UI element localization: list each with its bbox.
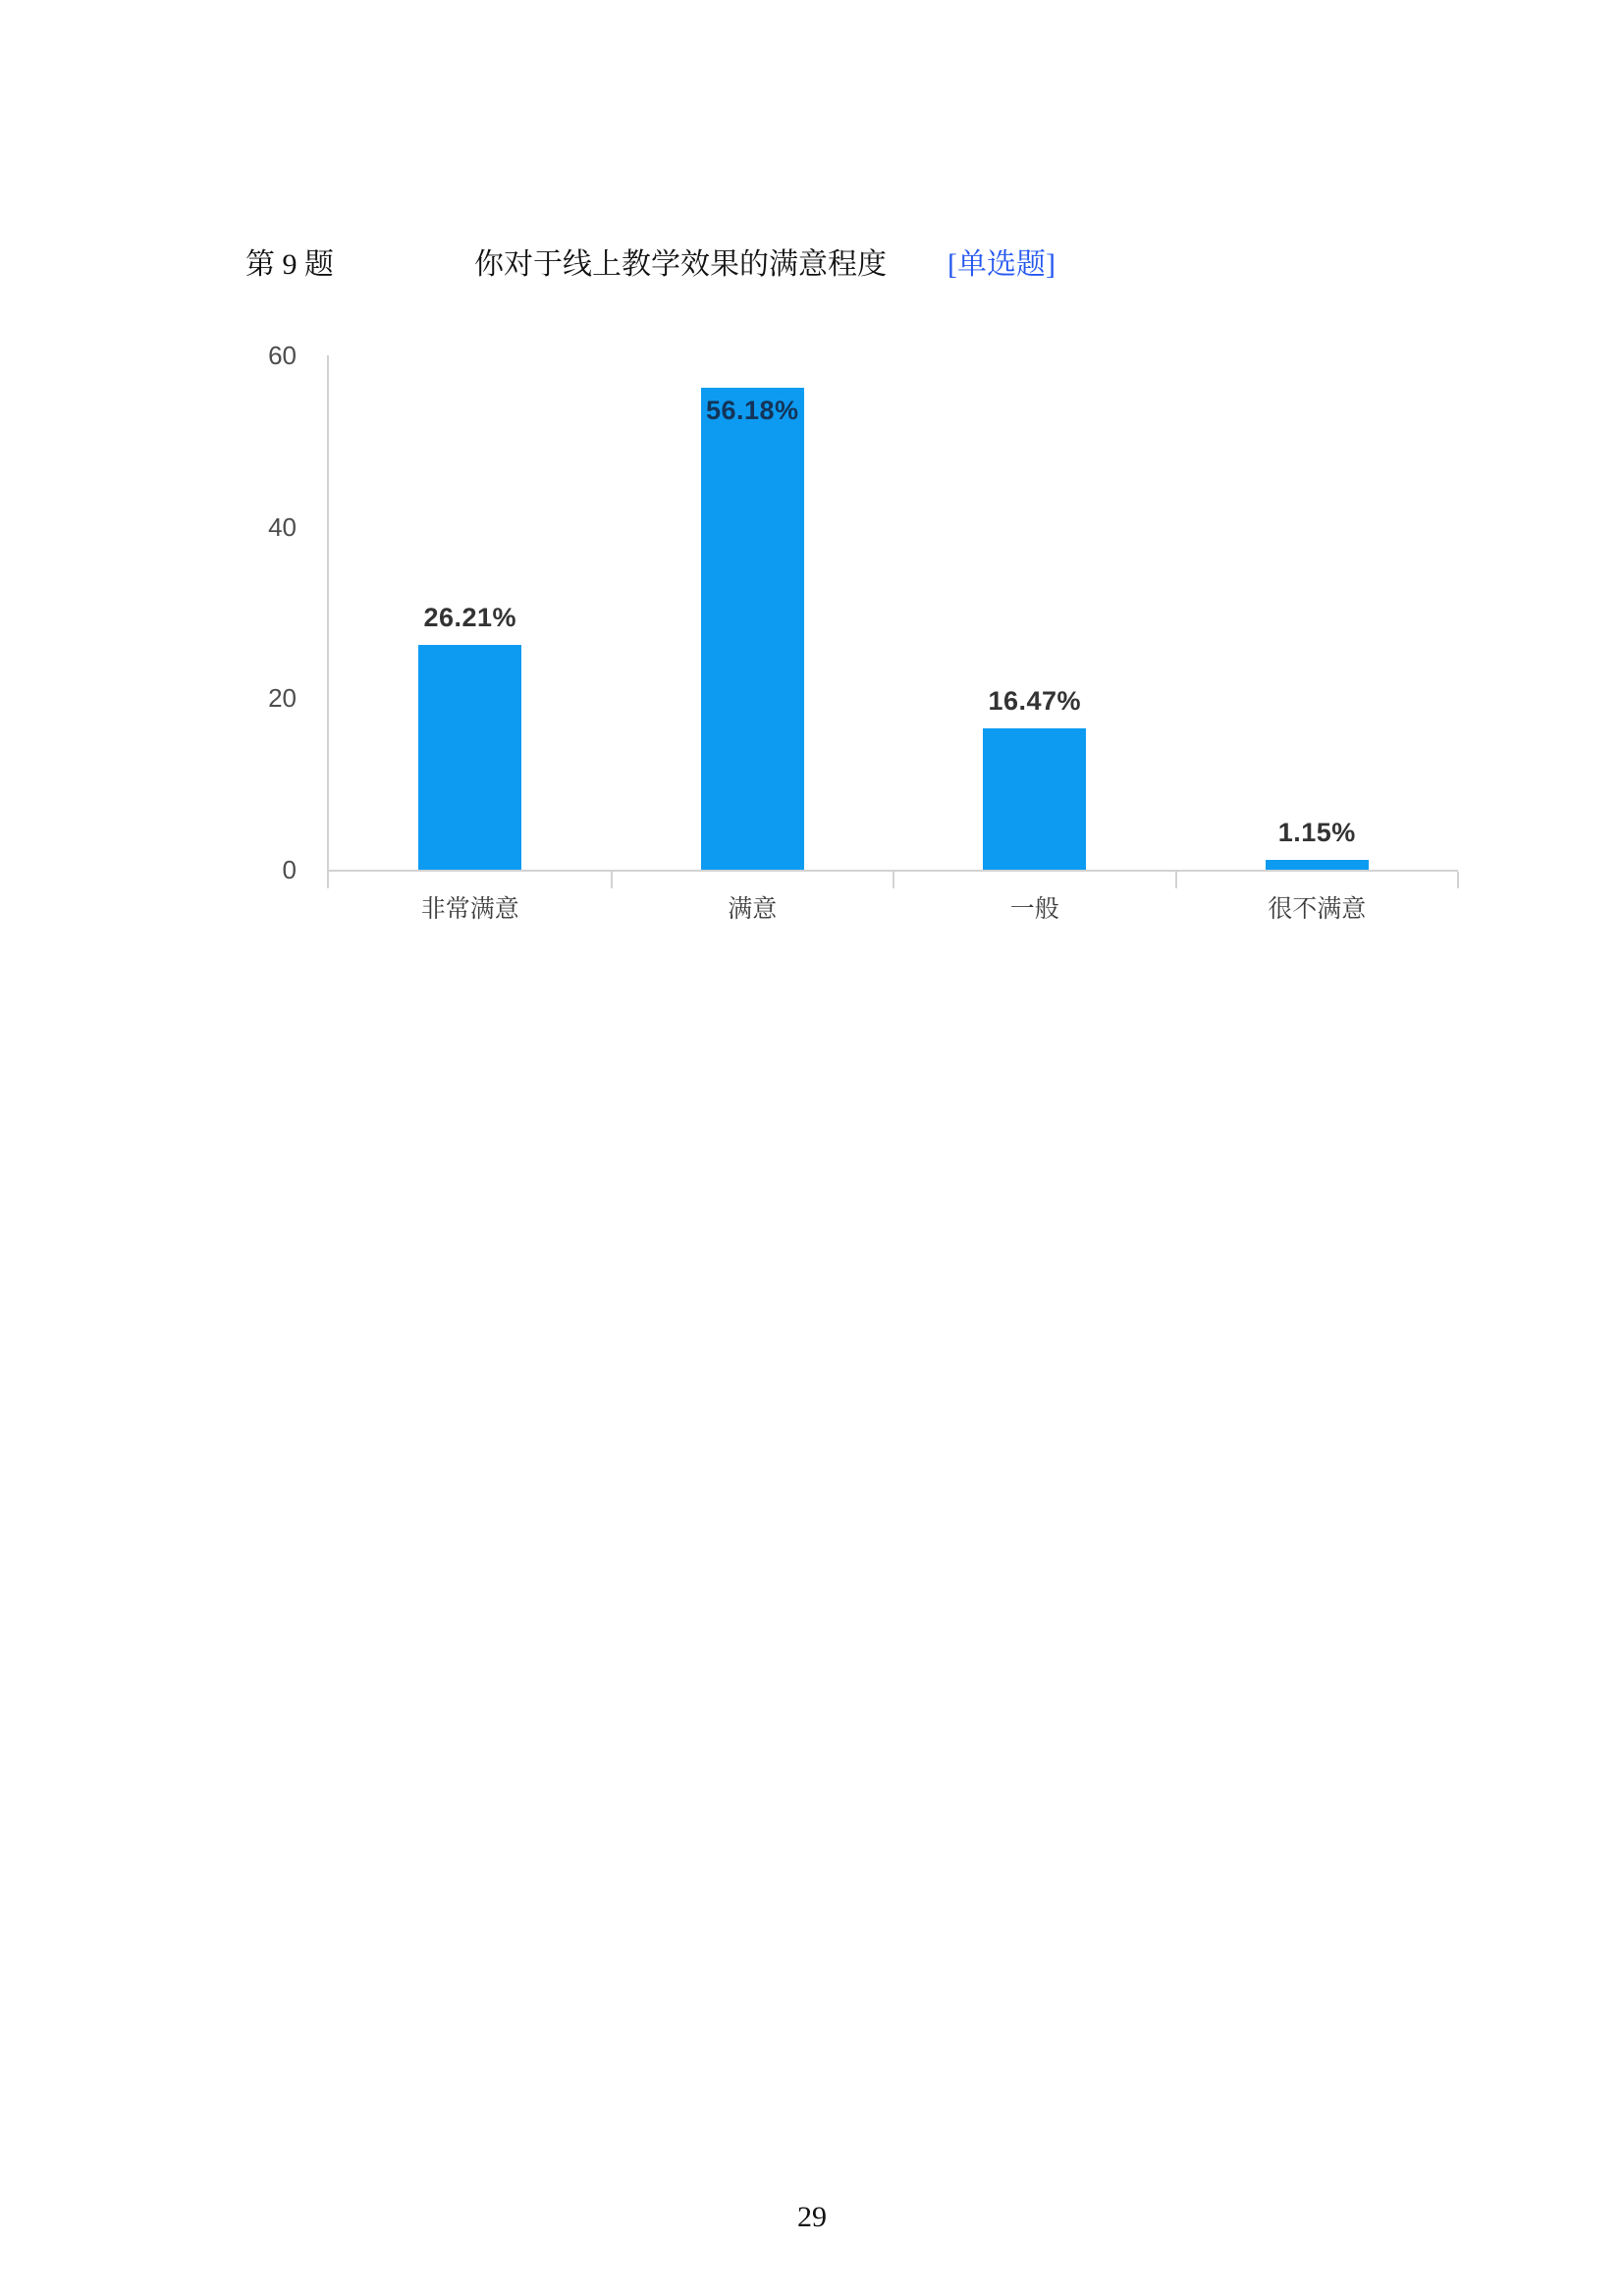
bar-value-label-2: 16.47% bbox=[988, 686, 1082, 716]
question-title-row bbox=[0, 245, 1624, 287]
y-tick-label-40: 40 bbox=[268, 511, 297, 542]
x-axis-tick-2 bbox=[893, 872, 894, 888]
x-category-label-0: 非常满意 bbox=[420, 895, 519, 923]
x-category-label-1: 满意 bbox=[728, 895, 778, 923]
bar-chart bbox=[268, 341, 1456, 944]
y-tick-label-0: 0 bbox=[282, 855, 297, 884]
x-axis-tick-4 bbox=[1457, 872, 1459, 888]
y-axis-labels bbox=[234, 341, 310, 884]
y-tick-label-60: 60 bbox=[268, 341, 297, 370]
chart-bar-一般 bbox=[983, 728, 1086, 870]
y-tick-label-20: 20 bbox=[268, 683, 297, 714]
bar-value-label-1: 56.18% bbox=[705, 396, 799, 425]
x-axis-tick-1 bbox=[611, 872, 613, 888]
plot-area bbox=[327, 355, 1458, 923]
chart-bar-满意 bbox=[701, 388, 804, 870]
chart-bar-很不满意 bbox=[1266, 860, 1369, 870]
page-number: 29 bbox=[797, 2201, 827, 2233]
x-axis-tick-3 bbox=[1175, 872, 1177, 888]
x-axis-tick-0 bbox=[327, 872, 329, 888]
question-number: 第 9 题 bbox=[245, 248, 334, 281]
chart-bar-非常满意 bbox=[418, 645, 521, 870]
bar-value-label-0: 26.21% bbox=[423, 603, 517, 632]
x-category-label-2: 一般 bbox=[1009, 895, 1059, 923]
x-category-label-3: 很不满意 bbox=[1268, 895, 1367, 923]
bar-value-label-3: 1.15% bbox=[1277, 818, 1356, 847]
question-type-tag: [单选题] bbox=[947, 248, 1056, 281]
question-text: 你对于线上教学效果的满意程度 bbox=[474, 248, 887, 281]
